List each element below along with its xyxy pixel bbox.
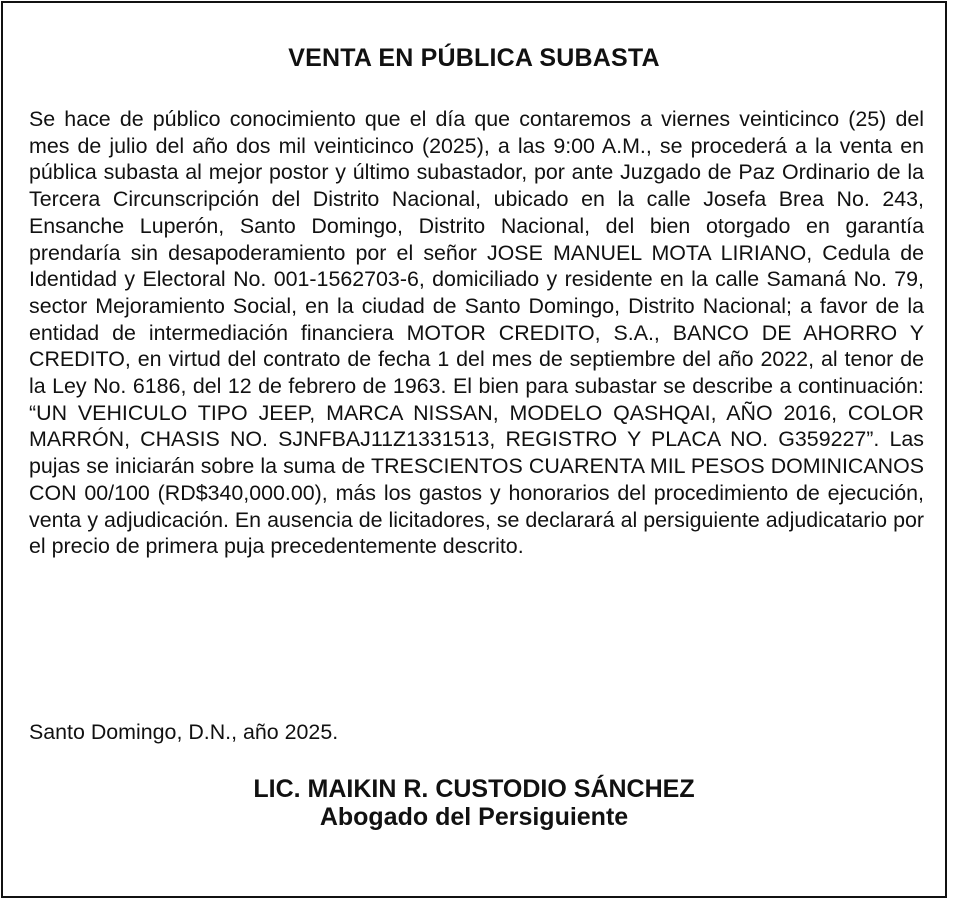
signature-block	[3, 775, 945, 831]
place-date: Santo Domingo, D.N., año 2025.	[29, 720, 339, 744]
notice-body: Se hace de público conocimiento que el día que contaremos a viernes veinticinco (25) del mes de julio del año dos mil veinticinco (2025), a las 9:00 A.M., se procederá a la venta en pública subasta al mejor postor y último subastador, por ante Juzgado de Paz Ordinario de la Tercera Circunscripción del Distrito Nacional, ubicado en la calle Josefa Brea No. 243, Ensanche Luperón, Santo Domingo, Distrito Nacional, del bien otorgado en garantía prendaría sin desapoderamiento por el señor JOSE MANUEL MOTA LIRIANO, Cedula de Identidad y Electoral No. 001-1562703-6, domiciliado y residente en la calle Samaná No. 79, sector Mejoramiento Social, en la ciudad de Santo Domingo, Distrito Nacional; a favor de la entidad de intermediación financiera MOTOR CREDITO, S.A., BANCO DE AHORRO Y CREDITO, en virtud del contrato de fecha 1 del mes de septiembre del año 2022, al tenor de la Ley No. 6186, del 12 de febrero de 1963. El bien para subastar se describe a continuación: “UN VEHICULO TIPO JEEP, MARCA NISSAN, MODELO QASHQAI, AÑO 2016, COLOR MARRÓN, CHASIS NO. SJNFBAJ11Z1331513, REGISTRO Y PLACA NO. G359227”. Las pujas se iniciarán sobre la suma de TRESCIENTOS CUARENTA MIL PESOS DOMINICANOS CON 00/100 (RD$340,000.00), más los gastos y honorarios del procedimiento de ejecución, venta y adjudicación. En ausencia de licitadores, se declarará al persiguiente adjudicatario por el precio de primera puja precedentemente descrito.	[29, 107, 924, 559]
signatory-role: Abogado del Persiguiente	[319, 803, 629, 831]
legal-notice-box	[1, 1, 947, 898]
signatory-name: LIC. MAIKIN R. CUSTODIO SÁNCHEZ	[253, 775, 695, 803]
notice-title: VENTA EN PÚBLICA SUBASTA	[288, 44, 660, 72]
